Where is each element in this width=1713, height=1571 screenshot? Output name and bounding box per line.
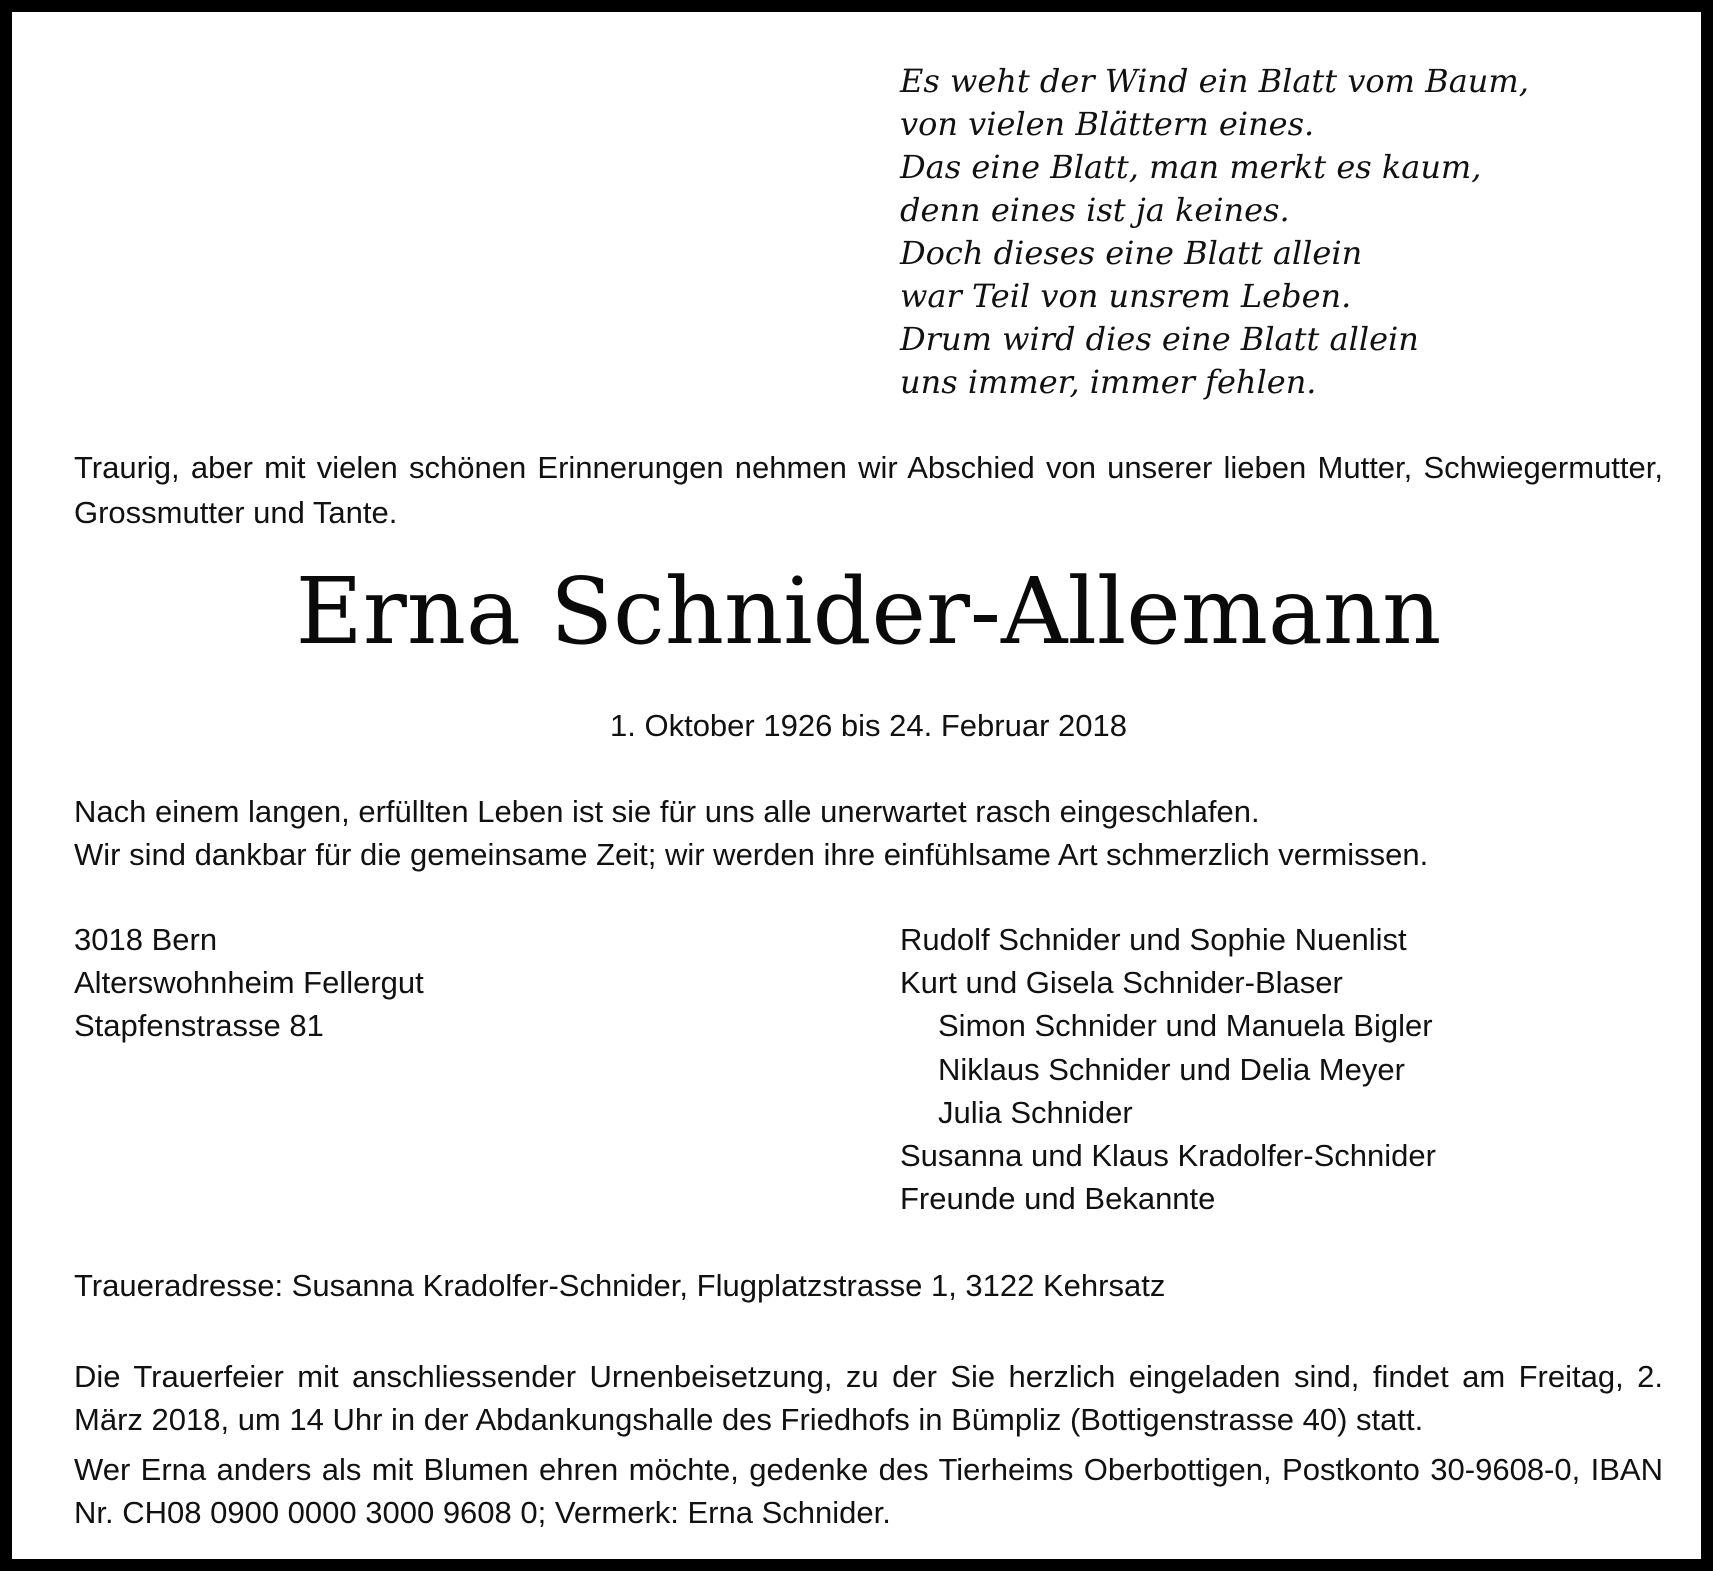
address-line: 3018 Bern — [74, 922, 218, 957]
family-member: Niklaus Schnider und Delia Meyer — [938, 1051, 1405, 1087]
family-member: Simon Schnider und Manuela Bigler — [938, 1008, 1433, 1044]
residence-address — [74, 918, 424, 1047]
message-line: Wir sind dankbar für die gemeinsame Zeit; wir werden ihre einfühlsame Art schmerzlich vermissen. — [74, 837, 1429, 872]
family-member: Kurt und Gisela Schnider-Blaser — [900, 965, 1343, 1001]
intro-text: Traurig, aber mit vielen schönen Erinnerungen nehmen wir Abschied von unserer lieben Mutter, Schwiegermutter, Grossmutter und Tante. — [74, 450, 1663, 530]
family-member: Julia Schnider — [938, 1094, 1133, 1130]
life-dates: 1. Oktober 1926 bis 24. Februar 2018 — [610, 708, 1127, 743]
address-line: Alterswohnheim Fellergut — [74, 965, 424, 1000]
family-list — [900, 918, 1436, 1220]
poem-line: Es weht der Wind ein Blatt vom Baum, — [900, 62, 1529, 100]
poem-line: Doch dieses eine Blatt allein — [900, 234, 1363, 272]
family-member: Rudolf Schnider und Sophie Nuenlist — [900, 922, 1407, 957]
poem-line: Drum wird dies eine Blatt allein — [900, 320, 1419, 358]
poem-line: uns immer, immer fehlen. — [900, 363, 1317, 401]
ceremony-details: Die Trauerfeier mit anschliessender Urnenbeisetzung, zu der Sie herzlich eingeladen sind, findet am Freitag, 2. März 2018, um 14 Uhr in der Abdankungshalle des Friedhofs in Bümpliz (Bottigenstrasse 40) statt. — [74, 1359, 1663, 1437]
farewell-message — [74, 790, 1674, 876]
family-member: Susanna und Klaus Kradolfer-Schnider — [900, 1138, 1436, 1174]
poem — [900, 60, 1529, 404]
family-member: Freunde und Bekannte — [900, 1181, 1216, 1217]
address-line: Stapfenstrasse 81 — [74, 1008, 324, 1043]
message-line: Nach einem langen, erfüllten Leben ist sie für uns alle unerwartet rasch eingeschlafen. — [74, 794, 1260, 829]
mourning-address: Traueradresse: Susanna Kradolfer-Schnider, Flugplatzstrasse 1, 3122 Kehrsatz — [74, 1268, 1166, 1303]
deceased-name: Erna Schnider-Allemann — [295, 558, 1442, 665]
poem-line: Das eine Blatt, man merkt es kaum, — [900, 148, 1482, 186]
donation-info: Wer Erna anders als mit Blumen ehren möchte, gedenke des Tierheims Oberbottigen, Postkonto 30-9608-0, IBAN Nr. CH08 0900 0000 3000 9608 0; Vermerk: Erna Schnider. — [74, 1452, 1663, 1530]
poem-line: war Teil von unsrem Leben. — [900, 277, 1352, 315]
poem-line: denn eines ist ja keines. — [900, 191, 1290, 229]
poem-line: von vielen Blättern eines. — [900, 105, 1315, 143]
